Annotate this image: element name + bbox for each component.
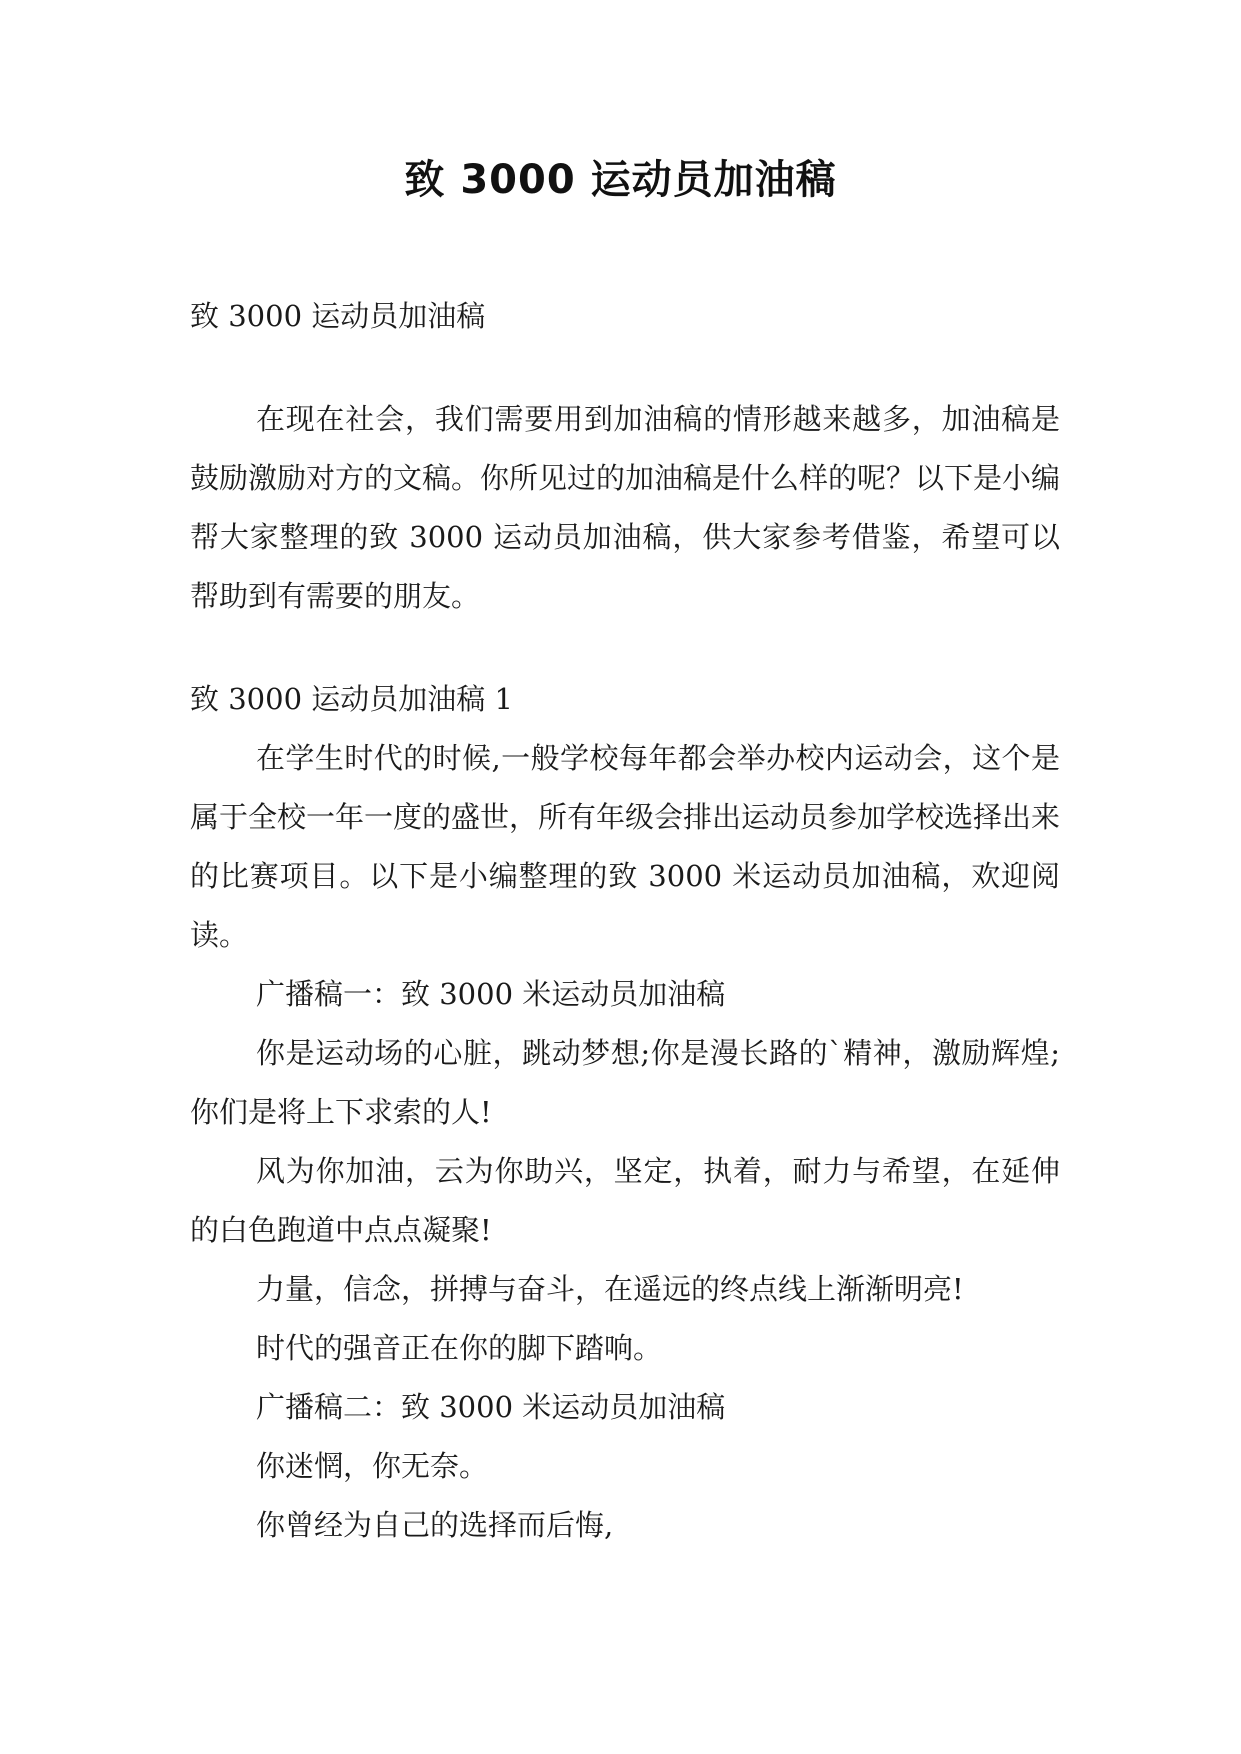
body-paragraph: 力量，信念，拼搏与奋斗，在遥远的终点线上渐渐明亮!	[256, 1272, 964, 1306]
body-paragraph: 你曾经为自己的选择而后悔,	[256, 1508, 614, 1542]
intro-paragraph: 在现在社会，我们需要用到加油稿的情形越来越多，加油稿是鼓励激励对方的文稿。你所见过的加油稿是什么样的呢？以下是小编帮大家整理的致 3000 运动员加油稿，供大家参考借鉴，希望可以帮助到有需要的朋友。	[190, 402, 1061, 613]
document-body	[190, 287, 1060, 1555]
body-paragraph: 风为你加油，云为你助兴，坚定，执着，耐力与希望，在延伸的白色跑道中点点凝聚!	[190, 1154, 1060, 1247]
body-paragraph: 在学生时代的时候,一般学校每年都会举办校内运动会，这个是属于全校一年一度的盛世，所有年级会排出运动员参加学校选择出来的比赛项目。以下是小编整理的致 3000 米运动员加油稿，欢迎阅读。	[190, 741, 1061, 952]
section-heading: 致 3000 运动员加油稿 1	[190, 682, 513, 716]
document-subtitle: 致 3000 运动员加油稿	[190, 299, 486, 333]
broadcast-heading: 广播稿二：致 3000 米运动员加油稿	[256, 1390, 726, 1424]
broadcast-heading: 广播稿一：致 3000 米运动员加油稿	[256, 977, 726, 1011]
body-paragraph: 你是运动场的心脏，跳动梦想;你是漫长路的`精神，激励辉煌;你们是将上下求索的人!	[190, 1036, 1060, 1129]
document-title: 致 3000 运动员加油稿	[404, 157, 837, 203]
body-paragraph: 时代的强音正在你的脚下踏响。	[256, 1331, 663, 1365]
body-paragraph: 你迷惘，你无奈。	[256, 1449, 489, 1483]
